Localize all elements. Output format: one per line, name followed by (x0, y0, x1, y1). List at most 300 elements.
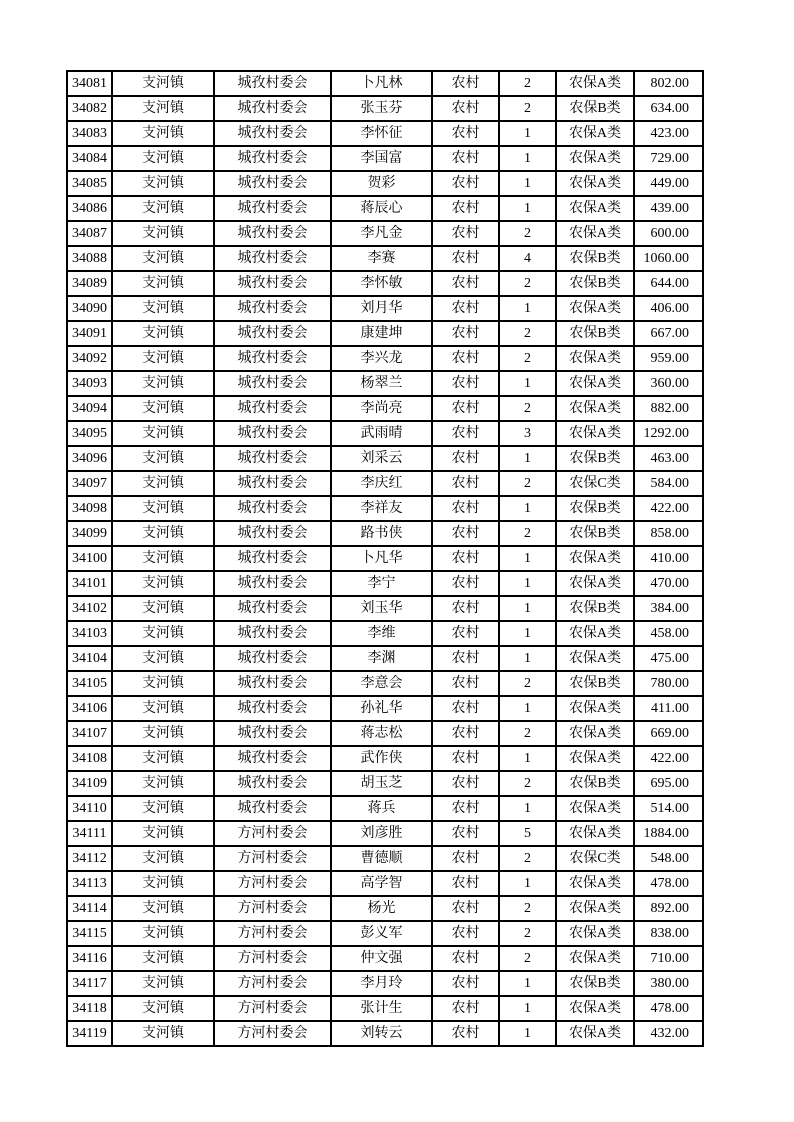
person-count-cell: 2 (499, 271, 556, 296)
town-cell: 支河镇 (112, 946, 214, 971)
person-name-cell: 李国富 (331, 146, 432, 171)
insurance-category-cell: 农保A类 (556, 946, 634, 971)
residence-type-cell: 农村 (432, 746, 499, 771)
amount-cell: 423.00 (634, 121, 703, 146)
insurance-category-cell: 农保B类 (556, 771, 634, 796)
records-table-body (67, 71, 703, 1046)
town-cell: 支河镇 (112, 521, 214, 546)
record-id-cell: 34091 (67, 321, 112, 346)
insurance-category-cell: 农保A类 (556, 571, 634, 596)
residence-type-cell: 农村 (432, 896, 499, 921)
amount-cell: 470.00 (634, 571, 703, 596)
town-cell: 支河镇 (112, 246, 214, 271)
record-id-cell: 34102 (67, 596, 112, 621)
person-count-cell: 1 (499, 871, 556, 896)
village-committee-cell: 方河村委会 (214, 846, 331, 871)
records-table (66, 70, 704, 1047)
person-count-cell: 1 (499, 646, 556, 671)
residence-type-cell: 农村 (432, 346, 499, 371)
amount-cell: 360.00 (634, 371, 703, 396)
table-row (67, 846, 703, 871)
person-name-cell: 杨翠兰 (331, 371, 432, 396)
town-cell: 支河镇 (112, 321, 214, 346)
record-id-cell: 34100 (67, 546, 112, 571)
person-count-cell: 1 (499, 696, 556, 721)
record-id-cell: 34095 (67, 421, 112, 446)
table-row (67, 371, 703, 396)
amount-cell: 667.00 (634, 321, 703, 346)
person-count-cell: 3 (499, 421, 556, 446)
residence-type-cell: 农村 (432, 946, 499, 971)
person-name-cell: 李怀敏 (331, 271, 432, 296)
record-id-cell: 34112 (67, 846, 112, 871)
amount-cell: 695.00 (634, 771, 703, 796)
table-row (67, 196, 703, 221)
amount-cell: 432.00 (634, 1021, 703, 1046)
town-cell: 支河镇 (112, 771, 214, 796)
amount-cell: 422.00 (634, 496, 703, 521)
town-cell: 支河镇 (112, 421, 214, 446)
insurance-category-cell: 农保A类 (556, 171, 634, 196)
residence-type-cell: 农村 (432, 271, 499, 296)
insurance-category-cell: 农保A类 (556, 221, 634, 246)
person-count-cell: 1 (499, 796, 556, 821)
amount-cell: 858.00 (634, 521, 703, 546)
village-committee-cell: 城孜村委会 (214, 621, 331, 646)
table-row (67, 96, 703, 121)
person-count-cell: 4 (499, 246, 556, 271)
amount-cell: 411.00 (634, 696, 703, 721)
residence-type-cell: 农村 (432, 871, 499, 896)
person-count-cell: 2 (499, 96, 556, 121)
table-row (67, 521, 703, 546)
town-cell: 支河镇 (112, 596, 214, 621)
town-cell: 支河镇 (112, 446, 214, 471)
table-row (67, 721, 703, 746)
amount-cell: 384.00 (634, 596, 703, 621)
village-committee-cell: 城孜村委会 (214, 696, 331, 721)
village-committee-cell: 城孜村委会 (214, 646, 331, 671)
village-committee-cell: 城孜村委会 (214, 71, 331, 96)
residence-type-cell: 农村 (432, 96, 499, 121)
amount-cell: 380.00 (634, 971, 703, 996)
record-id-cell: 34083 (67, 121, 112, 146)
table-row (67, 146, 703, 171)
record-id-cell: 34084 (67, 146, 112, 171)
person-name-cell: 李凡金 (331, 221, 432, 246)
table-row (67, 321, 703, 346)
record-id-cell: 34098 (67, 496, 112, 521)
residence-type-cell: 农村 (432, 671, 499, 696)
person-count-cell: 2 (499, 346, 556, 371)
amount-cell: 892.00 (634, 896, 703, 921)
person-count-cell: 1 (499, 296, 556, 321)
record-id-cell: 34096 (67, 446, 112, 471)
residence-type-cell: 农村 (432, 246, 499, 271)
amount-cell: 478.00 (634, 871, 703, 896)
insurance-category-cell: 农保A类 (556, 996, 634, 1021)
village-committee-cell: 城孜村委会 (214, 371, 331, 396)
table-row (67, 621, 703, 646)
table-row (67, 996, 703, 1021)
record-id-cell: 34103 (67, 621, 112, 646)
record-id-cell: 34092 (67, 346, 112, 371)
village-committee-cell: 城孜村委会 (214, 671, 331, 696)
table-row (67, 471, 703, 496)
town-cell: 支河镇 (112, 746, 214, 771)
residence-type-cell: 农村 (432, 596, 499, 621)
residence-type-cell: 农村 (432, 296, 499, 321)
person-name-cell: 高学智 (331, 871, 432, 896)
village-committee-cell: 城孜村委会 (214, 246, 331, 271)
insurance-category-cell: 农保A类 (556, 371, 634, 396)
village-committee-cell: 方河村委会 (214, 871, 331, 896)
insurance-category-cell: 农保B类 (556, 321, 634, 346)
person-name-cell: 仲文强 (331, 946, 432, 971)
person-count-cell: 2 (499, 921, 556, 946)
town-cell: 支河镇 (112, 221, 214, 246)
record-id-cell: 34089 (67, 271, 112, 296)
amount-cell: 710.00 (634, 946, 703, 971)
record-id-cell: 34110 (67, 796, 112, 821)
residence-type-cell: 农村 (432, 221, 499, 246)
town-cell: 支河镇 (112, 846, 214, 871)
table-row (67, 396, 703, 421)
village-committee-cell: 城孜村委会 (214, 296, 331, 321)
insurance-category-cell: 农保A类 (556, 146, 634, 171)
record-id-cell: 34108 (67, 746, 112, 771)
residence-type-cell: 农村 (432, 821, 499, 846)
residence-type-cell: 农村 (432, 696, 499, 721)
village-committee-cell: 方河村委会 (214, 946, 331, 971)
town-cell: 支河镇 (112, 696, 214, 721)
person-name-cell: 刘采云 (331, 446, 432, 471)
person-count-cell: 2 (499, 771, 556, 796)
village-committee-cell: 城孜村委会 (214, 346, 331, 371)
person-count-cell: 1 (499, 971, 556, 996)
residence-type-cell: 农村 (432, 796, 499, 821)
table-row (67, 496, 703, 521)
table-row (67, 796, 703, 821)
table-row (67, 246, 703, 271)
amount-cell: 439.00 (634, 196, 703, 221)
amount-cell: 514.00 (634, 796, 703, 821)
town-cell: 支河镇 (112, 571, 214, 596)
residence-type-cell: 农村 (432, 71, 499, 96)
insurance-category-cell: 农保A类 (556, 421, 634, 446)
residence-type-cell: 农村 (432, 471, 499, 496)
insurance-category-cell: 农保B类 (556, 246, 634, 271)
person-count-cell: 1 (499, 571, 556, 596)
person-name-cell: 胡玉芝 (331, 771, 432, 796)
town-cell: 支河镇 (112, 171, 214, 196)
insurance-category-cell: 农保A类 (556, 121, 634, 146)
person-name-cell: 彭义军 (331, 921, 432, 946)
insurance-category-cell: 农保A类 (556, 296, 634, 321)
person-count-cell: 2 (499, 396, 556, 421)
town-cell: 支河镇 (112, 71, 214, 96)
person-count-cell: 1 (499, 146, 556, 171)
town-cell: 支河镇 (112, 871, 214, 896)
person-name-cell: 孙礼华 (331, 696, 432, 721)
person-name-cell: 李祥友 (331, 496, 432, 521)
record-id-cell: 34087 (67, 221, 112, 246)
record-id-cell: 34119 (67, 1021, 112, 1046)
residence-type-cell: 农村 (432, 146, 499, 171)
town-cell: 支河镇 (112, 646, 214, 671)
table-row (67, 446, 703, 471)
person-name-cell: 卜凡林 (331, 71, 432, 96)
town-cell: 支河镇 (112, 796, 214, 821)
village-committee-cell: 城孜村委会 (214, 421, 331, 446)
person-name-cell: 曹德顺 (331, 846, 432, 871)
residence-type-cell: 农村 (432, 996, 499, 1021)
record-id-cell: 34090 (67, 296, 112, 321)
table-row (67, 671, 703, 696)
person-name-cell: 张玉芬 (331, 96, 432, 121)
table-row (67, 596, 703, 621)
table-row (67, 696, 703, 721)
person-count-cell: 1 (499, 621, 556, 646)
town-cell: 支河镇 (112, 396, 214, 421)
amount-cell: 1060.00 (634, 246, 703, 271)
person-name-cell: 刘玉华 (331, 596, 432, 621)
town-cell: 支河镇 (112, 196, 214, 221)
village-committee-cell: 方河村委会 (214, 1021, 331, 1046)
village-committee-cell: 方河村委会 (214, 996, 331, 1021)
person-name-cell: 李庆红 (331, 471, 432, 496)
village-committee-cell: 方河村委会 (214, 896, 331, 921)
residence-type-cell: 农村 (432, 621, 499, 646)
amount-cell: 449.00 (634, 171, 703, 196)
amount-cell: 584.00 (634, 471, 703, 496)
insurance-category-cell: 农保B类 (556, 96, 634, 121)
village-committee-cell: 城孜村委会 (214, 271, 331, 296)
village-committee-cell: 方河村委会 (214, 821, 331, 846)
person-name-cell: 卜凡华 (331, 546, 432, 571)
town-cell: 支河镇 (112, 296, 214, 321)
person-name-cell: 刘彦胜 (331, 821, 432, 846)
residence-type-cell: 农村 (432, 1021, 499, 1046)
person-name-cell: 蒋兵 (331, 796, 432, 821)
record-id-cell: 34116 (67, 946, 112, 971)
record-id-cell: 34114 (67, 896, 112, 921)
person-name-cell: 刘转云 (331, 1021, 432, 1046)
table-row (67, 71, 703, 96)
village-committee-cell: 方河村委会 (214, 971, 331, 996)
person-name-cell: 贺彩 (331, 171, 432, 196)
record-id-cell: 34111 (67, 821, 112, 846)
person-name-cell: 李月玲 (331, 971, 432, 996)
person-name-cell: 李宁 (331, 571, 432, 596)
residence-type-cell: 农村 (432, 521, 499, 546)
record-id-cell: 34093 (67, 371, 112, 396)
table-row (67, 571, 703, 596)
person-count-cell: 2 (499, 721, 556, 746)
amount-cell: 548.00 (634, 846, 703, 871)
table-row (67, 646, 703, 671)
town-cell: 支河镇 (112, 471, 214, 496)
town-cell: 支河镇 (112, 271, 214, 296)
person-name-cell: 康建坤 (331, 321, 432, 346)
amount-cell: 463.00 (634, 446, 703, 471)
village-committee-cell: 城孜村委会 (214, 471, 331, 496)
table-row (67, 771, 703, 796)
table-row (67, 421, 703, 446)
village-committee-cell: 城孜村委会 (214, 521, 331, 546)
person-count-cell: 2 (499, 321, 556, 346)
village-committee-cell: 城孜村委会 (214, 721, 331, 746)
table-row (67, 921, 703, 946)
village-committee-cell: 城孜村委会 (214, 146, 331, 171)
town-cell: 支河镇 (112, 96, 214, 121)
person-name-cell: 张计生 (331, 996, 432, 1021)
amount-cell: 780.00 (634, 671, 703, 696)
table-row (67, 546, 703, 571)
amount-cell: 478.00 (634, 996, 703, 1021)
residence-type-cell: 农村 (432, 171, 499, 196)
town-cell: 支河镇 (112, 721, 214, 746)
residence-type-cell: 农村 (432, 421, 499, 446)
amount-cell: 729.00 (634, 146, 703, 171)
insurance-category-cell: 农保B类 (556, 496, 634, 521)
village-committee-cell: 城孜村委会 (214, 546, 331, 571)
insurance-category-cell: 农保A类 (556, 1021, 634, 1046)
insurance-category-cell: 农保B类 (556, 971, 634, 996)
person-count-cell: 2 (499, 221, 556, 246)
village-committee-cell: 方河村委会 (214, 921, 331, 946)
table-row (67, 171, 703, 196)
person-count-cell: 1 (499, 446, 556, 471)
residence-type-cell: 农村 (432, 446, 499, 471)
record-id-cell: 34115 (67, 921, 112, 946)
insurance-category-cell: 农保A类 (556, 346, 634, 371)
person-count-cell: 2 (499, 71, 556, 96)
person-name-cell: 李意会 (331, 671, 432, 696)
insurance-category-cell: 农保C类 (556, 471, 634, 496)
village-committee-cell: 城孜村委会 (214, 771, 331, 796)
village-committee-cell: 城孜村委会 (214, 321, 331, 346)
village-committee-cell: 城孜村委会 (214, 171, 331, 196)
residence-type-cell: 农村 (432, 721, 499, 746)
person-name-cell: 李怀征 (331, 121, 432, 146)
village-committee-cell: 城孜村委会 (214, 196, 331, 221)
amount-cell: 882.00 (634, 396, 703, 421)
table-row (67, 271, 703, 296)
person-name-cell: 蒋辰心 (331, 196, 432, 221)
insurance-category-cell: 农保A类 (556, 696, 634, 721)
residence-type-cell: 农村 (432, 971, 499, 996)
insurance-category-cell: 农保A类 (556, 396, 634, 421)
insurance-category-cell: 农保A类 (556, 796, 634, 821)
town-cell: 支河镇 (112, 146, 214, 171)
town-cell: 支河镇 (112, 1021, 214, 1046)
table-row (67, 896, 703, 921)
record-id-cell: 34088 (67, 246, 112, 271)
person-name-cell: 杨光 (331, 896, 432, 921)
record-id-cell: 34101 (67, 571, 112, 596)
amount-cell: 634.00 (634, 96, 703, 121)
insurance-category-cell: 农保A类 (556, 921, 634, 946)
record-id-cell: 34109 (67, 771, 112, 796)
residence-type-cell: 农村 (432, 646, 499, 671)
insurance-category-cell: 农保A类 (556, 821, 634, 846)
insurance-category-cell: 农保A类 (556, 746, 634, 771)
village-committee-cell: 城孜村委会 (214, 96, 331, 121)
table-row (67, 971, 703, 996)
village-committee-cell: 城孜村委会 (214, 446, 331, 471)
village-committee-cell: 城孜村委会 (214, 221, 331, 246)
person-name-cell: 蒋志松 (331, 721, 432, 746)
person-count-cell: 1 (499, 171, 556, 196)
table-row (67, 871, 703, 896)
insurance-category-cell: 农保B类 (556, 446, 634, 471)
record-id-cell: 34085 (67, 171, 112, 196)
person-count-cell: 1 (499, 546, 556, 571)
record-id-cell: 34107 (67, 721, 112, 746)
amount-cell: 838.00 (634, 921, 703, 946)
amount-cell: 410.00 (634, 546, 703, 571)
table-row (67, 821, 703, 846)
town-cell: 支河镇 (112, 971, 214, 996)
town-cell: 支河镇 (112, 346, 214, 371)
table-row (67, 946, 703, 971)
insurance-category-cell: 农保B类 (556, 271, 634, 296)
person-name-cell: 李兴龙 (331, 346, 432, 371)
residence-type-cell: 农村 (432, 196, 499, 221)
record-id-cell: 34105 (67, 671, 112, 696)
person-count-cell: 2 (499, 846, 556, 871)
town-cell: 支河镇 (112, 496, 214, 521)
town-cell: 支河镇 (112, 996, 214, 1021)
record-id-cell: 34117 (67, 971, 112, 996)
record-id-cell: 34094 (67, 396, 112, 421)
insurance-category-cell: 农保A类 (556, 71, 634, 96)
insurance-category-cell: 农保A类 (556, 196, 634, 221)
amount-cell: 600.00 (634, 221, 703, 246)
amount-cell: 475.00 (634, 646, 703, 671)
insurance-category-cell: 农保A类 (556, 871, 634, 896)
residence-type-cell: 农村 (432, 546, 499, 571)
person-name-cell: 李渊 (331, 646, 432, 671)
person-count-cell: 1 (499, 596, 556, 621)
record-id-cell: 34086 (67, 196, 112, 221)
insurance-category-cell: 农保A类 (556, 646, 634, 671)
insurance-category-cell: 农保A类 (556, 546, 634, 571)
amount-cell: 802.00 (634, 71, 703, 96)
amount-cell: 959.00 (634, 346, 703, 371)
record-id-cell: 34081 (67, 71, 112, 96)
town-cell: 支河镇 (112, 896, 214, 921)
person-count-cell: 1 (499, 371, 556, 396)
residence-type-cell: 农村 (432, 371, 499, 396)
amount-cell: 458.00 (634, 621, 703, 646)
insurance-category-cell: 农保B类 (556, 521, 634, 546)
table-row (67, 746, 703, 771)
village-committee-cell: 城孜村委会 (214, 121, 331, 146)
person-count-cell: 2 (499, 946, 556, 971)
amount-cell: 669.00 (634, 721, 703, 746)
record-id-cell: 34104 (67, 646, 112, 671)
residence-type-cell: 农村 (432, 846, 499, 871)
insurance-category-cell: 农保A类 (556, 721, 634, 746)
person-name-cell: 刘月华 (331, 296, 432, 321)
person-count-cell: 1 (499, 1021, 556, 1046)
insurance-category-cell: 农保B类 (556, 596, 634, 621)
table-row (67, 346, 703, 371)
town-cell: 支河镇 (112, 371, 214, 396)
record-id-cell: 34118 (67, 996, 112, 1021)
